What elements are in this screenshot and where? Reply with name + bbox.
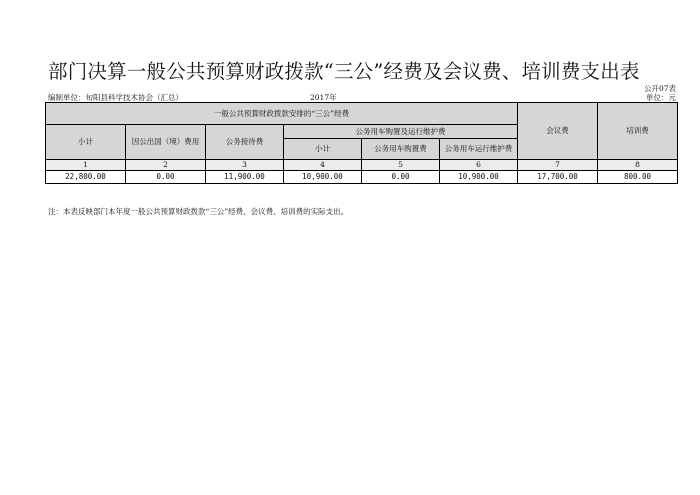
- header-training: 培训费: [598, 103, 678, 160]
- index-cell: 5: [362, 160, 440, 171]
- index-cell: 8: [598, 160, 678, 171]
- header-vehicle-purchase: 公务用车购置费: [362, 139, 440, 160]
- index-cell: 2: [126, 160, 206, 171]
- header-meeting: 会议费: [518, 103, 598, 160]
- value-vehicle-operation: 10,900.00: [440, 171, 518, 184]
- header-subtotal: 小计: [46, 125, 126, 160]
- report-meta: [48, 92, 676, 102]
- value-training: 800.00: [598, 171, 678, 184]
- header-reception: 公务接待费: [206, 125, 284, 160]
- value-meeting: 17,700.00: [518, 171, 598, 184]
- index-cell: 4: [284, 160, 362, 171]
- compiling-unit: 编制单位：旬阳县科学技术协会（汇总）: [48, 93, 183, 102]
- header-abroad: 因公出国（境）费用: [126, 125, 206, 160]
- header-vehicle-operation: 公务用车运行维护费: [440, 139, 518, 160]
- value-reception: 11,900.00: [206, 171, 284, 184]
- expense-table: [45, 102, 678, 184]
- value-vehicle-purchase: 0.00: [362, 171, 440, 184]
- currency-unit: 单位：元: [646, 93, 676, 102]
- value-subtotal: 22,800.00: [46, 171, 126, 184]
- index-cell: 1: [46, 160, 126, 171]
- value-abroad: 0.00: [126, 171, 206, 184]
- index-cell: 6: [440, 160, 518, 171]
- header-three-public-group: 一般公共预算财政拨款安排的“三公”经费: [46, 103, 518, 125]
- index-cell: 7: [518, 160, 598, 171]
- value-vehicle-subtotal: 10,900.00: [284, 171, 362, 184]
- page-title: 部门决算一般公共预算财政拨款“三公”经费及会议费、培训费支出表: [48, 60, 640, 83]
- table-note: 注：本表反映部门本年度一般公共预算财政拨款“三公”经费、会议费、培训费的实际支出。: [48, 207, 349, 216]
- header-vehicle-subtotal: 小计: [284, 139, 362, 160]
- index-cell: 3: [206, 160, 284, 171]
- report-year: 2017年: [310, 93, 337, 102]
- header-vehicle-group: 公务用车购置及运行维护费: [284, 125, 518, 139]
- form-code: 公开07表: [643, 84, 676, 93]
